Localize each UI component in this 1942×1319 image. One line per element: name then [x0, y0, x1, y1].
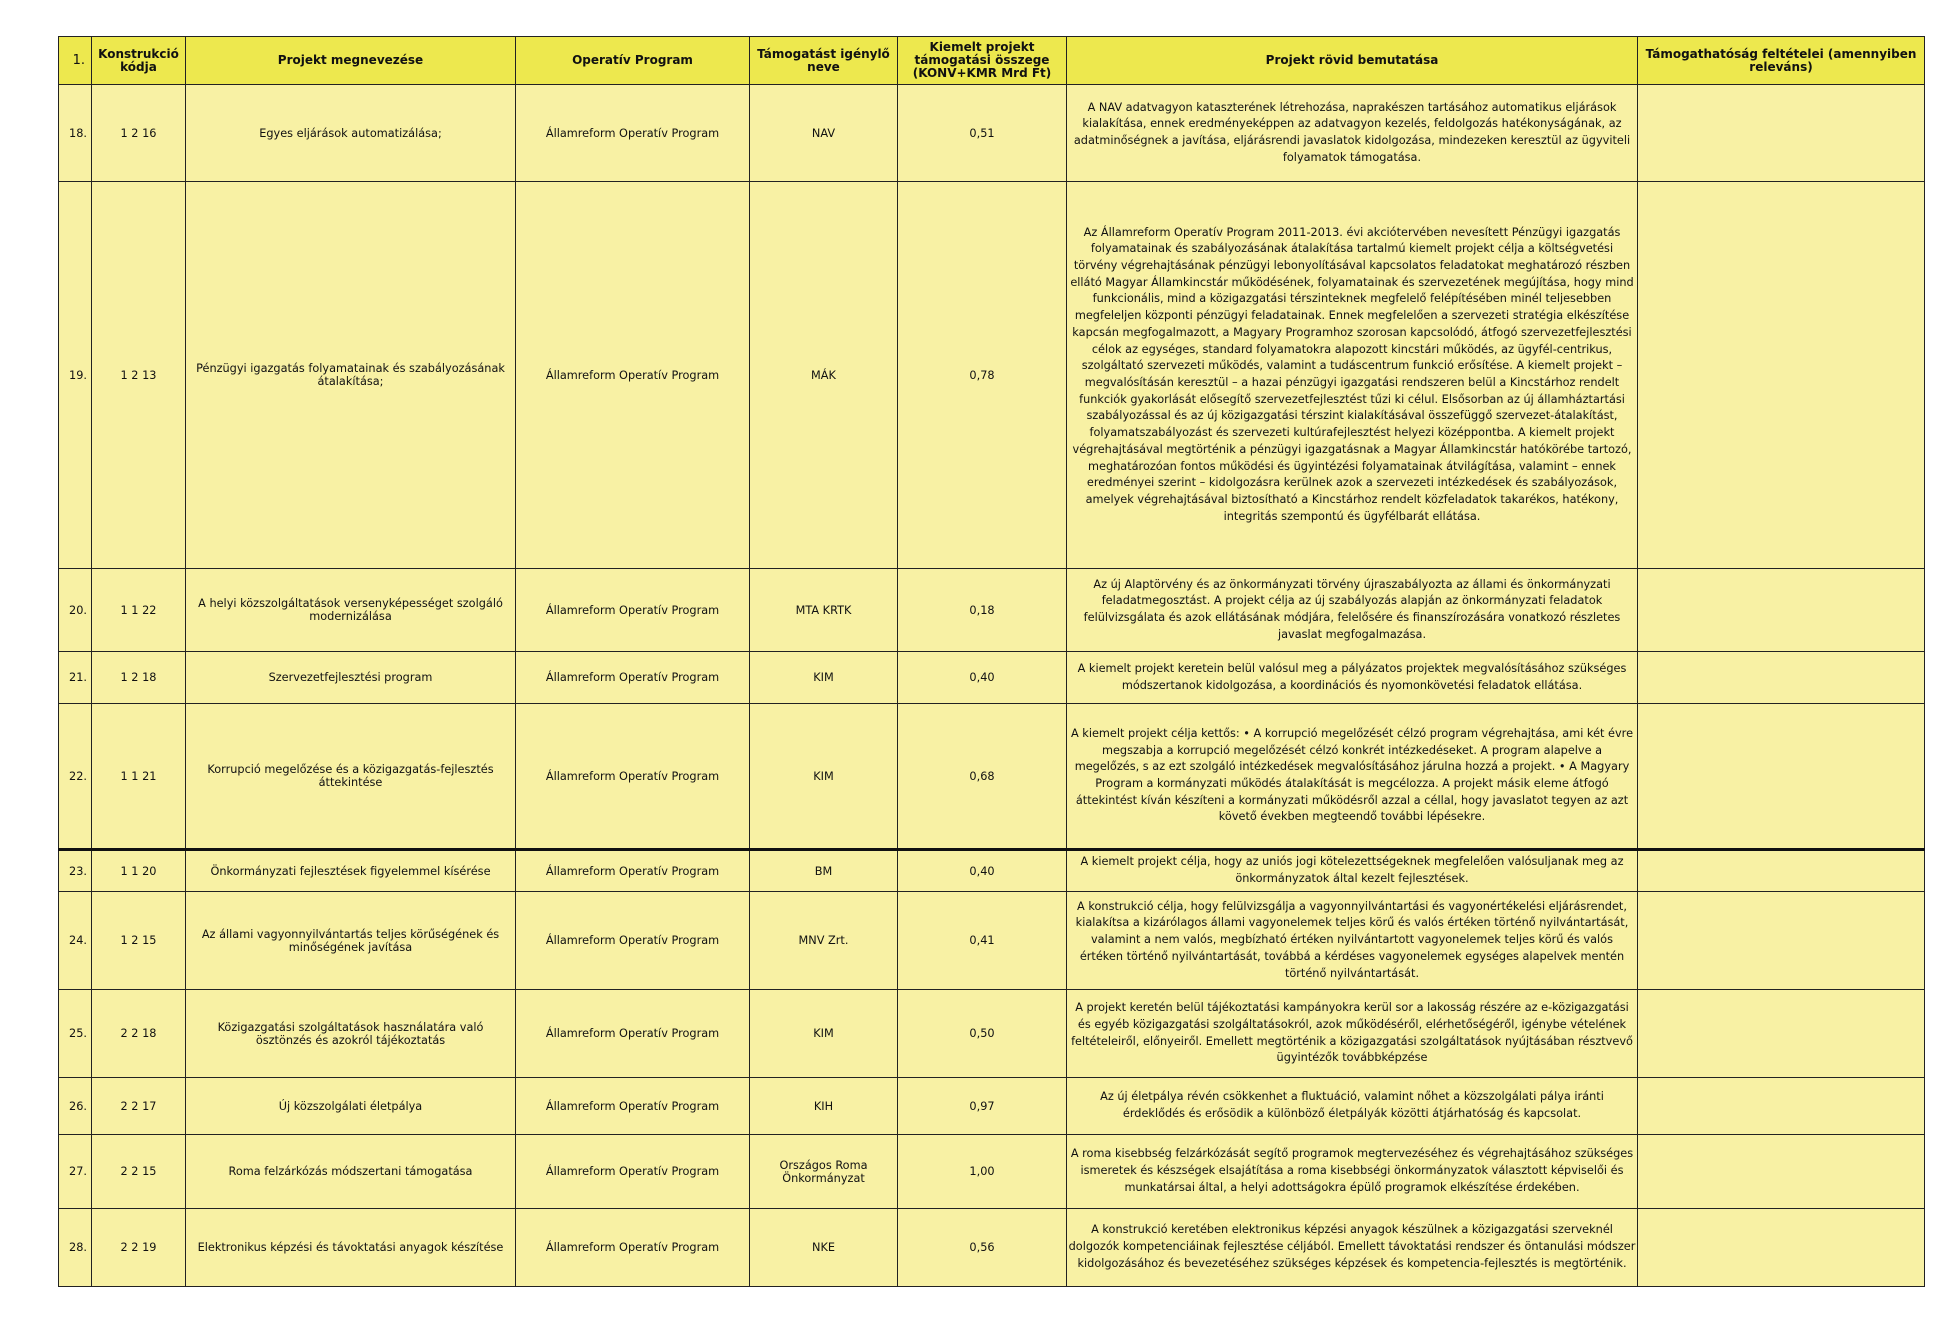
header-code: Konstrukció kódja — [92, 37, 186, 85]
row-program: Államreform Operatív Program — [516, 850, 750, 892]
row-applicant: KIM — [750, 652, 898, 704]
row-code: 2 2 19 — [92, 1209, 186, 1287]
table-row — [59, 850, 1925, 892]
row-description: A kiemelt projekt célja, hogy az uniós jogi kötelezettségeknek megfelelően valósuljanak meg az önkormányzatok által kezelt fejlesztések. — [1067, 850, 1638, 892]
table-row — [59, 892, 1925, 990]
row-code: 1 1 22 — [92, 569, 186, 652]
row-conditions — [1638, 652, 1925, 704]
row-code: 2 2 18 — [92, 990, 186, 1078]
row-conditions — [1638, 1078, 1925, 1135]
row-amount: 0,50 — [898, 990, 1067, 1078]
row-description: A konstrukció keretében elektronikus képzési anyagok készülnek a közigazgatási szerveknél dolgozók kompetenciáinak fejlesztése céljából. Emellett távoktatási rendszer és öntanulási módszer kidolgozásához és bevezetéséhez szükséges képzések és kompetencia-fejlesztés is megtörténik. — [1067, 1209, 1638, 1287]
table-row — [59, 652, 1925, 704]
row-number: 28. — [59, 1209, 92, 1287]
row-number: 23. — [59, 850, 92, 892]
row-code: 1 2 16 — [92, 85, 186, 182]
row-code: 1 2 13 — [92, 182, 186, 569]
row-project-name: Pénzügyi igazgatás folyamatainak és szabályozásának átalakítása; — [186, 182, 516, 569]
row-code: 1 1 21 — [92, 704, 186, 850]
row-description: A projekt keretén belül tájékoztatási kampányokra kerül sor a lakosság részére az e-közigazgatási és egyéb közigazgatási szolgáltatásokról, azok működéséről, elérhetőségéről, igénybe vételének feltételeiről, előnyeiről. Emellett megtörténik a közigazgatási szolgáltatások nyújtásában résztvevő ügyintézők továbbképzése — [1067, 990, 1638, 1078]
row-description: A kiemelt projekt célja kettős: • A korrupció megelőzését célzó program végrehajtása, ami két évre megszabja a korrupció megelőzését célzó konkrét intézkedéseket. A program alapelve a megelőzés, s az ezt szolgáló intézkedések megvalósításához járulna hozzá a projekt. • A Magyary Program a kormányzati működés átalakítását is megcélozza. A projekt másik eleme átfogó áttekintést kíván készíteni a kormányzati működésről azzal a céllal, hogy javaslatot tegyen az azt követő években megteendő további lépésekre. — [1067, 704, 1638, 850]
row-program: Államreform Operatív Program — [516, 990, 750, 1078]
row-project-name: Közigazgatási szolgáltatások használatára való ösztönzés és azokról tájékoztatás — [186, 990, 516, 1078]
row-number: 19. — [59, 182, 92, 569]
row-amount: 0,41 — [898, 892, 1067, 990]
row-project-name: Önkormányzati fejlesztések figyelemmel kísérése — [186, 850, 516, 892]
header-applicant: Támogatást igénylő neve — [750, 37, 898, 85]
row-conditions — [1638, 850, 1925, 892]
row-conditions — [1638, 990, 1925, 1078]
row-conditions — [1638, 1209, 1925, 1287]
row-number: 27. — [59, 1135, 92, 1209]
table-row — [59, 1135, 1925, 1209]
projects-table — [58, 36, 1925, 1287]
row-amount: 0,78 — [898, 182, 1067, 569]
row-project-name: Szervezetfejlesztési program — [186, 652, 516, 704]
row-project-name: Az állami vagyonnyilvántartás teljes körűségének és minőségének javítása — [186, 892, 516, 990]
row-amount: 0,51 — [898, 85, 1067, 182]
row-code: 1 1 20 — [92, 850, 186, 892]
row-conditions — [1638, 1135, 1925, 1209]
header-project-name: Projekt megnevezése — [186, 37, 516, 85]
row-applicant: NAV — [750, 85, 898, 182]
header-program: Operatív Program — [516, 37, 750, 85]
row-program: Államreform Operatív Program — [516, 85, 750, 182]
row-program: Államreform Operatív Program — [516, 1135, 750, 1209]
row-number: 24. — [59, 892, 92, 990]
row-amount: 0,40 — [898, 652, 1067, 704]
table-row — [59, 990, 1925, 1078]
row-conditions — [1638, 182, 1925, 569]
row-number: 18. — [59, 85, 92, 182]
row-code: 2 2 17 — [92, 1078, 186, 1135]
row-conditions — [1638, 892, 1925, 990]
header-number: 1. — [59, 37, 92, 85]
row-applicant: MNV Zrt. — [750, 892, 898, 990]
row-number: 20. — [59, 569, 92, 652]
header-row — [59, 37, 1925, 85]
row-program: Államreform Operatív Program — [516, 569, 750, 652]
row-applicant: KIM — [750, 990, 898, 1078]
row-description: A NAV adatvagyon kataszterének létrehozása, naprakészen tartásához automatikus eljárások kialakítása, ennek eredményeképpen az adatvagyon kezelés, feldolgozás hatékonyságának, az adatminőségnek a javítása, eljárásrendi javaslatok kidolgozása, mindezeken keresztül az ügyviteli folyamatok támogatása. — [1067, 85, 1638, 182]
table-row — [59, 182, 1925, 569]
row-number: 25. — [59, 990, 92, 1078]
header-description: Projekt rövid bemutatása — [1067, 37, 1638, 85]
row-program: Államreform Operatív Program — [516, 1078, 750, 1135]
row-amount: 0,56 — [898, 1209, 1067, 1287]
row-program: Államreform Operatív Program — [516, 1209, 750, 1287]
row-applicant: KIM — [750, 704, 898, 850]
table-row — [59, 85, 1925, 182]
row-conditions — [1638, 85, 1925, 182]
row-applicant: MTA KRTK — [750, 569, 898, 652]
row-conditions — [1638, 569, 1925, 652]
row-program: Államreform Operatív Program — [516, 704, 750, 850]
row-project-name: Új közszolgálati életpálya — [186, 1078, 516, 1135]
row-amount: 0,97 — [898, 1078, 1067, 1135]
row-project-name: Roma felzárkózás módszertani támogatása — [186, 1135, 516, 1209]
row-description: A kiemelt projekt keretein belül valósul meg a pályázatos projektek megvalósításához szükséges módszertanok kidolgozása, a koordinációs és nyomonkövetési feladatok ellátása. — [1067, 652, 1638, 704]
row-program: Államreform Operatív Program — [516, 892, 750, 990]
table-row — [59, 704, 1925, 850]
row-number: 21. — [59, 652, 92, 704]
row-applicant: NKE — [750, 1209, 898, 1287]
row-amount: 0,40 — [898, 850, 1067, 892]
row-description: Az új életpálya révén csökkenhet a fluktuáció, valamint nőhet a közszolgálati pálya iránti érdeklődés és erősödik a különböző életpályák közötti átjárhatóság és kapcsolat. — [1067, 1078, 1638, 1135]
row-program: Államreform Operatív Program — [516, 182, 750, 569]
row-code: 2 2 15 — [92, 1135, 186, 1209]
table-row — [59, 1209, 1925, 1287]
row-applicant: Országos Roma Önkormányzat — [750, 1135, 898, 1209]
header-amount: Kiemelt projekt támogatási összege (KONV+KMR Mrd Ft) — [898, 37, 1067, 85]
row-program: Államreform Operatív Program — [516, 652, 750, 704]
header-conditions: Támogathatóság feltételei (amennyiben releváns) — [1638, 37, 1925, 85]
row-project-name: Elektronikus képzési és távoktatási anyagok készítése — [186, 1209, 516, 1287]
row-project-name: Korrupció megelőzése és a közigazgatás-fejlesztés áttekintése — [186, 704, 516, 850]
row-description: A roma kisebbség felzárkózását segítő programok megtervezéséhez és végrehajtásához szükséges ismeretek és készségek elsajátítása a roma kisebbségi önkormányzatok választott képviselői és munkatársai által, a helyi adottságokra épülő programok elkészítése érdekében. — [1067, 1135, 1638, 1209]
row-description: Az Államreform Operatív Program 2011-2013. évi akciótervében nevesített Pénzügyi igazgatás folyamatainak és szabályozásának átalakítása tartalmú kiemelt projekt célja a költségvetési törvény végrehajtásának pénzügyi lebonyolításával kapcsolatos feladatokat meghatározó részben ellátó Magyar Államkincstár működésének, folyamatainak és szervezetének megújítása, hogy mind funkcionális, mind a közigazgatási térszinteknek megfelelő felépítésében minél teljesebben megfeleljen központi pénzügyi feladatainak. Ennek megfelelően a szervezeti stratégia elkészítése kapcsán megfogalmazott, a Magyary Programhoz szorosan kapcsolódó, átfogó szervezetfejlesztési célok az egységes, standard folyamatokra alapozott kincstári működés, az ügyfél-centrikus, szolgáltató szervezeti működés, valamint a tudáscentrum funkció erősítése. A kiemelt projekt – megvalósításán keresztül – a hazai pénzügyi igazgatási rendszeren belül a Kincstárhoz rendelt funkciók gyakorlását elősegítő szervezetfejlesztést tűzi ki célul. Elsősorban az új államháztartási szabályozással és az új közigazgatási térszint kialakításával összefüggő szervezet-átalakítást, folyamatszabályozást és szervezeti kultúrafejlesztést helyezi középpontba. A kiemelt projekt végrehajtásával megtörténik a pénzügyi igazgatásnak a Magyar Államkincstár hatókörébe tartozó, meghatározóan fontos működési és ügyintézési folyamatainak átvilágítása, valamint – ennek eredményei szerint – kidolgozásra kerülnek azok a szervezeti intézkedések és szabályozások, amelyek végrehajtásával biztosítható a Kincstárhoz rendelt közfeladatok takarékos, hatékony, integritás szempontú és ügyfélbarát ellátása. — [1067, 182, 1638, 569]
row-conditions — [1638, 704, 1925, 850]
row-amount: 0,18 — [898, 569, 1067, 652]
row-applicant: KIH — [750, 1078, 898, 1135]
row-applicant: BM — [750, 850, 898, 892]
row-code: 1 2 18 — [92, 652, 186, 704]
row-number: 22. — [59, 704, 92, 850]
row-amount: 1,00 — [898, 1135, 1067, 1209]
row-description: A konstrukció célja, hogy felülvizsgálja a vagyonnyilvántartási és vagyonértékelési eljárásrendet, kialakítsa a kizárólagos állami vagyonelemek teljes körű és valós értéken történő nyilvántartását, valamint a nem valós, megbízható értéken nyilvántartott vagyonelemek teljes körű és valós értéken történő nyilvántartását, továbbá a kérdéses vagyonelemek egységes alapelvek mentén történő nyilvántartását. — [1067, 892, 1638, 990]
row-applicant: MÁK — [750, 182, 898, 569]
row-code: 1 2 15 — [92, 892, 186, 990]
table-row — [59, 1078, 1925, 1135]
table-row — [59, 569, 1925, 652]
row-description: Az új Alaptörvény és az önkormányzati törvény újraszabályozta az állami és önkormányzati feladatmegosztást. A projekt célja az új szabályozás alapján az önkormányzati feladatok felülvizsgálata és azok ellátásának módjára, felelősére és finanszírozására vonatkozó részletes javaslat megfogalmazása. — [1067, 569, 1638, 652]
row-amount: 0,68 — [898, 704, 1067, 850]
row-number: 26. — [59, 1078, 92, 1135]
row-project-name: Egyes eljárások automatizálása; — [186, 85, 516, 182]
row-project-name: A helyi közszolgáltatások versenyképességet szolgáló modernizálása — [186, 569, 516, 652]
